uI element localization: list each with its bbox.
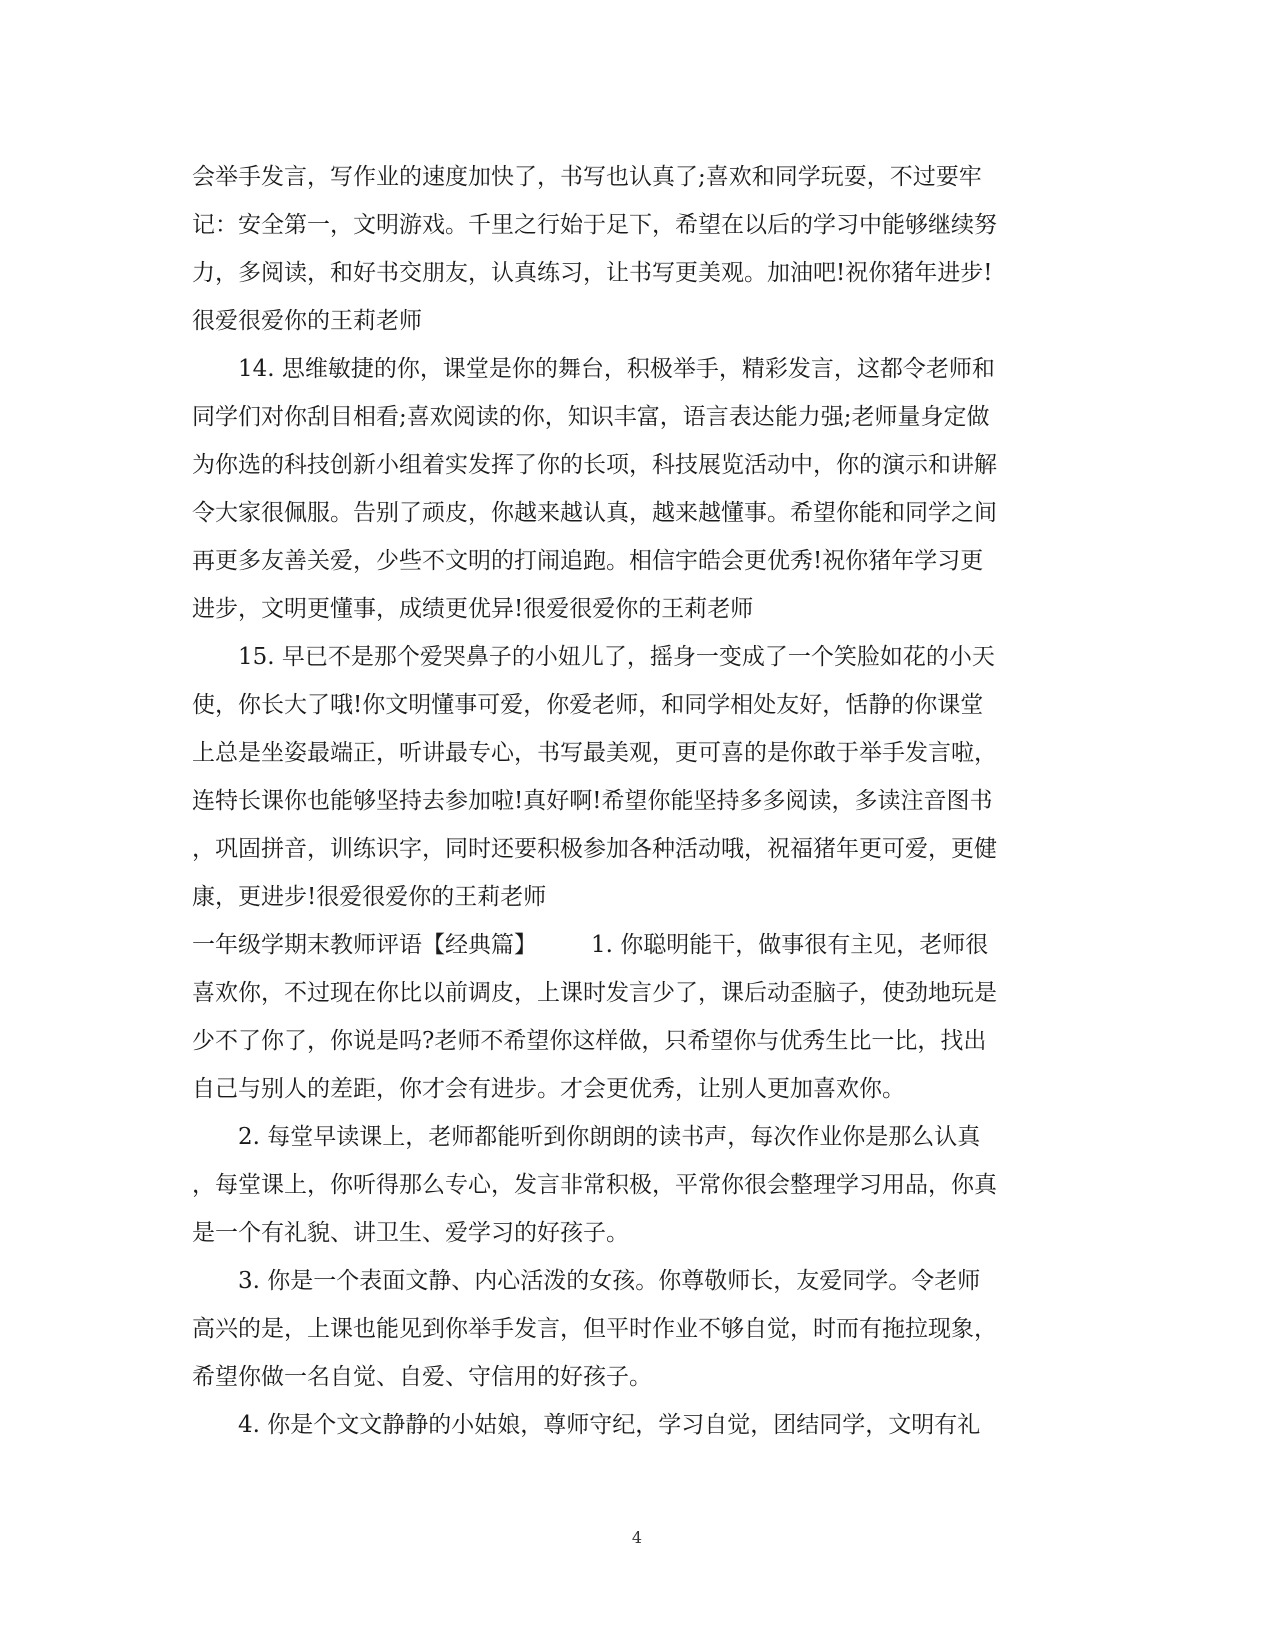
document-body [192,153,1072,1449]
page-number: 4 [631,1528,643,1547]
text-line: 使，你长大了哦!你文明懂事可爱，你爱老师，和同学相处友好，恬静的你课堂 [192,692,984,718]
text-line: 连特长课你也能够坚持去参加啦!真好啊!希望你能坚持多多阅读，多读注音图书 [192,788,993,814]
text-line: ，每堂课上，你听得那么专心，发言非常积极，平常你很会整理学习用品，你真 [192,1172,997,1198]
text-line: 为你选的科技创新小组着实发挥了你的长项，科技展览活动中，你的演示和讲解 [192,452,997,478]
text-line: 15. 早已不是那个爱哭鼻子的小妞儿了，摇身一变成了一个笑脸如花的小天 [238,644,995,670]
section-heading-paragraph [192,921,1072,1113]
paragraph-item-3 [192,1257,1072,1401]
paragraph-item-14 [192,345,1072,633]
section-heading: 一年级学期末教师评语【经典篇】 [192,932,537,958]
text-line: 4. 你是个文文静静的小姑娘，尊师守纪，学习自觉，团结同学，文明有礼 [238,1412,981,1438]
paragraph-item-2 [192,1113,1072,1257]
text-line: 喜欢你，不过现在你比以前调皮，上课时发言少了，课后动歪脑子，使劲地玩是 [192,980,997,1006]
paragraph-continued [192,153,1072,345]
text-line: 康，更进步!很爱很爱你的王莉老师 [192,884,547,910]
text-line: 同学们对你刮目相看;喜欢阅读的你，知识丰富，语言表达能力强;老师量身定做 [192,404,990,430]
text-line: ，巩固拼音，训练识字，同时还要积极参加各种活动哦，祝福猪年更可爱，更健 [192,836,997,862]
text-line: 少不了你了，你说是吗?老师不希望你这样做，只希望你与优秀生比一比，找出 [192,1028,987,1054]
text-line: 希望你做一名自觉、自爱、守信用的好孩子。 [192,1364,652,1390]
text-line: 3. 你是一个表面文静、内心活泼的女孩。你尊敬师长，友爱同学。令老师 [238,1268,981,1294]
text-line: 高兴的是，上课也能见到你举手发言，但平时作业不够自觉，时而有拖拉现象， [192,1316,997,1342]
text-line: 是一个有礼貌、讲卫生、爱学习的好孩子。 [192,1220,629,1246]
text-line: 很爱很爱你的王莉老师 [192,308,422,334]
paragraph-item-15 [192,633,1072,921]
text-line: 会举手发言，写作业的速度加快了，书写也认真了;喜欢和同学玩耍，不过要牢 [192,164,982,190]
text-line: 2. 每堂早读课上，老师都能听到你朗朗的读书声，每次作业你是那么认真 [238,1124,981,1150]
text-line: 力，多阅读，和好书交朋友，认真练习，让书写更美观。加油吧!祝你猪年进步! [192,260,993,286]
text-line: 再更多友善关爱，少些不文明的打闹追跑。相信宇皓会更优秀!祝你猪年学习更 [192,548,984,574]
text-run: 1. 你聪明能干，做事很有主见，老师很 [591,932,989,958]
text-line: 进步，文明更懂事，成绩更优异!很爱很爱你的王莉老师 [192,596,754,622]
heading-line [192,921,1072,969]
paragraph-item-4 [192,1401,1072,1449]
text-line: 记：安全第一，文明游戏。千里之行始于足下，希望在以后的学习中能够继续努 [192,212,997,238]
text-line: 14. 思维敏捷的你，课堂是你的舞台，积极举手，精彩发言，这都令老师和 [238,356,995,382]
text-line: 令大家很佩服。告别了顽皮，你越来越认真，越来越懂事。希望你能和同学之间 [192,500,997,526]
text-line: 自己与别人的差距，你才会有进步。才会更优秀，让别人更加喜欢你。 [192,1076,905,1102]
text-line: 上总是坐姿最端正，听讲最专心，书写最美观，更可喜的是你敢于举手发言啦， [192,740,997,766]
